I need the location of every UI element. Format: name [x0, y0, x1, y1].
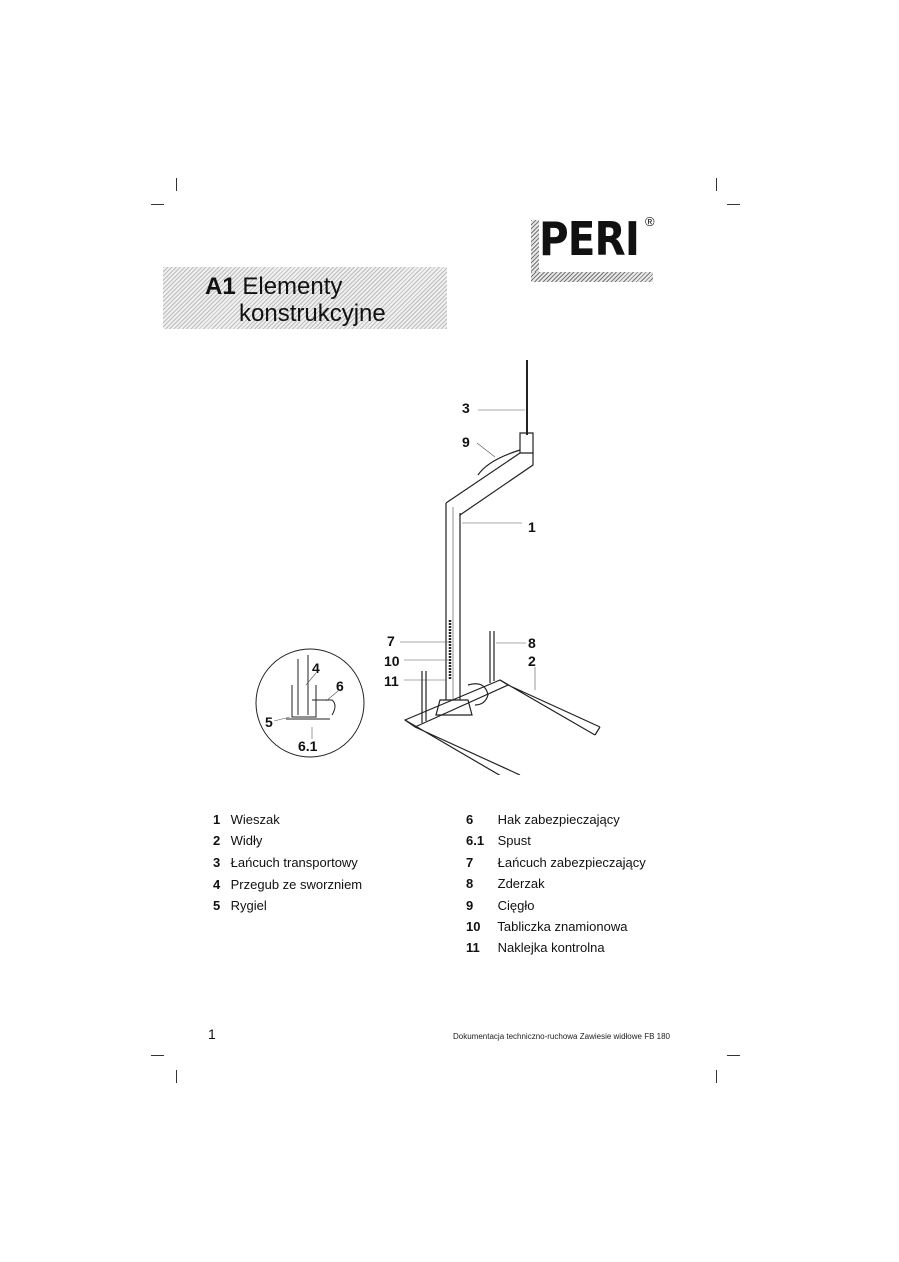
legend-label: Łańcuch transportowy — [230, 855, 358, 870]
legend-label: Wieszak — [230, 812, 280, 827]
crop-mark — [176, 178, 177, 191]
legend-number: 4 — [213, 877, 221, 892]
legend-item — [466, 940, 605, 956]
legend-number: 6.1 — [466, 833, 485, 848]
callout-8: 8 — [528, 635, 536, 651]
bumper-right — [490, 631, 494, 683]
footer-document-title: Dokumentacja techniczno-ruchowa Zawiesie widłowe FB 180 — [453, 1032, 670, 1041]
legend-item — [466, 855, 646, 871]
legend-label: Zderzak — [497, 876, 545, 891]
hanger-base — [436, 700, 472, 715]
detail-callout-5: 5 — [265, 714, 273, 730]
page-number: 1 — [208, 1026, 216, 1042]
logo-text: PERI — [539, 212, 640, 266]
legend-number: 1 — [213, 812, 221, 827]
legend-label: Hak zabezpieczający — [497, 812, 620, 827]
legend-number: 11 — [466, 940, 480, 955]
legend-item — [213, 898, 267, 914]
logo-shading — [531, 220, 539, 276]
fork-back-beam — [405, 680, 508, 727]
section-heading — [163, 267, 447, 329]
technical-drawing — [250, 355, 650, 775]
detail-callout-6: 6 — [336, 678, 344, 694]
crop-mark — [151, 204, 164, 205]
legend-number: 7 — [466, 855, 474, 870]
legend-label: Łańcuch zabezpieczający — [497, 855, 646, 870]
legend-number: 6 — [466, 812, 474, 827]
logo-underline — [531, 272, 653, 282]
crop-mark — [727, 204, 740, 205]
legend-item — [466, 919, 627, 935]
callout-1: 1 — [528, 519, 536, 535]
crop-mark — [176, 1070, 177, 1083]
legend-item — [466, 898, 534, 914]
legend-label: Widły — [230, 833, 263, 848]
legend-label: Przegub ze sworzniem — [230, 877, 363, 892]
callout-2: 2 — [528, 653, 536, 669]
legend-label: Naklejka kontrolna — [497, 940, 605, 955]
fork-tine-right — [500, 680, 600, 735]
crop-mark — [716, 178, 717, 191]
legend-item — [466, 812, 620, 828]
legend-label: Rygiel — [230, 898, 267, 913]
hanger-top-arm — [446, 453, 533, 515]
callout-11: 11 — [384, 673, 399, 689]
legend-label: Spust — [497, 833, 531, 848]
heading-line-1 — [205, 273, 342, 301]
legend-label: Tabliczka znamionowa — [497, 919, 628, 934]
crop-mark — [716, 1070, 717, 1083]
legend-number: 10 — [466, 919, 481, 934]
bumper-left — [422, 671, 426, 723]
legend-item — [213, 877, 362, 893]
detail-callout-6-1: 6.1 — [298, 738, 318, 754]
fork-tine-front — [405, 720, 520, 775]
section-title-line-2: konstrukcyjne — [239, 300, 386, 327]
detail-callout-4: 4 — [312, 660, 320, 676]
legend-number: 8 — [466, 876, 474, 891]
legend-item — [213, 833, 262, 849]
crop-mark — [151, 1055, 164, 1056]
tie-rod — [478, 450, 520, 475]
legend-number: 2 — [213, 833, 221, 848]
legend-item — [213, 812, 280, 828]
callout-7: 7 — [387, 633, 395, 649]
legend-number: 3 — [213, 855, 221, 870]
legend-item — [213, 855, 358, 871]
legend-item — [466, 833, 531, 849]
fork-hanger-drawing — [250, 355, 650, 775]
callout-10: 10 — [384, 653, 400, 669]
legend-label: Cięgło — [497, 898, 535, 913]
section-code: A1 — [205, 273, 236, 300]
legend-number: 5 — [213, 898, 221, 913]
legend-item — [466, 876, 545, 892]
callout-9: 9 — [462, 434, 470, 450]
registered-mark: ® — [645, 214, 655, 229]
callout-3: 3 — [462, 400, 470, 416]
legend-number: 9 — [466, 898, 474, 913]
section-title-line-1: Elementy — [242, 273, 343, 300]
crop-mark — [727, 1055, 740, 1056]
peri-logo — [531, 212, 653, 282]
